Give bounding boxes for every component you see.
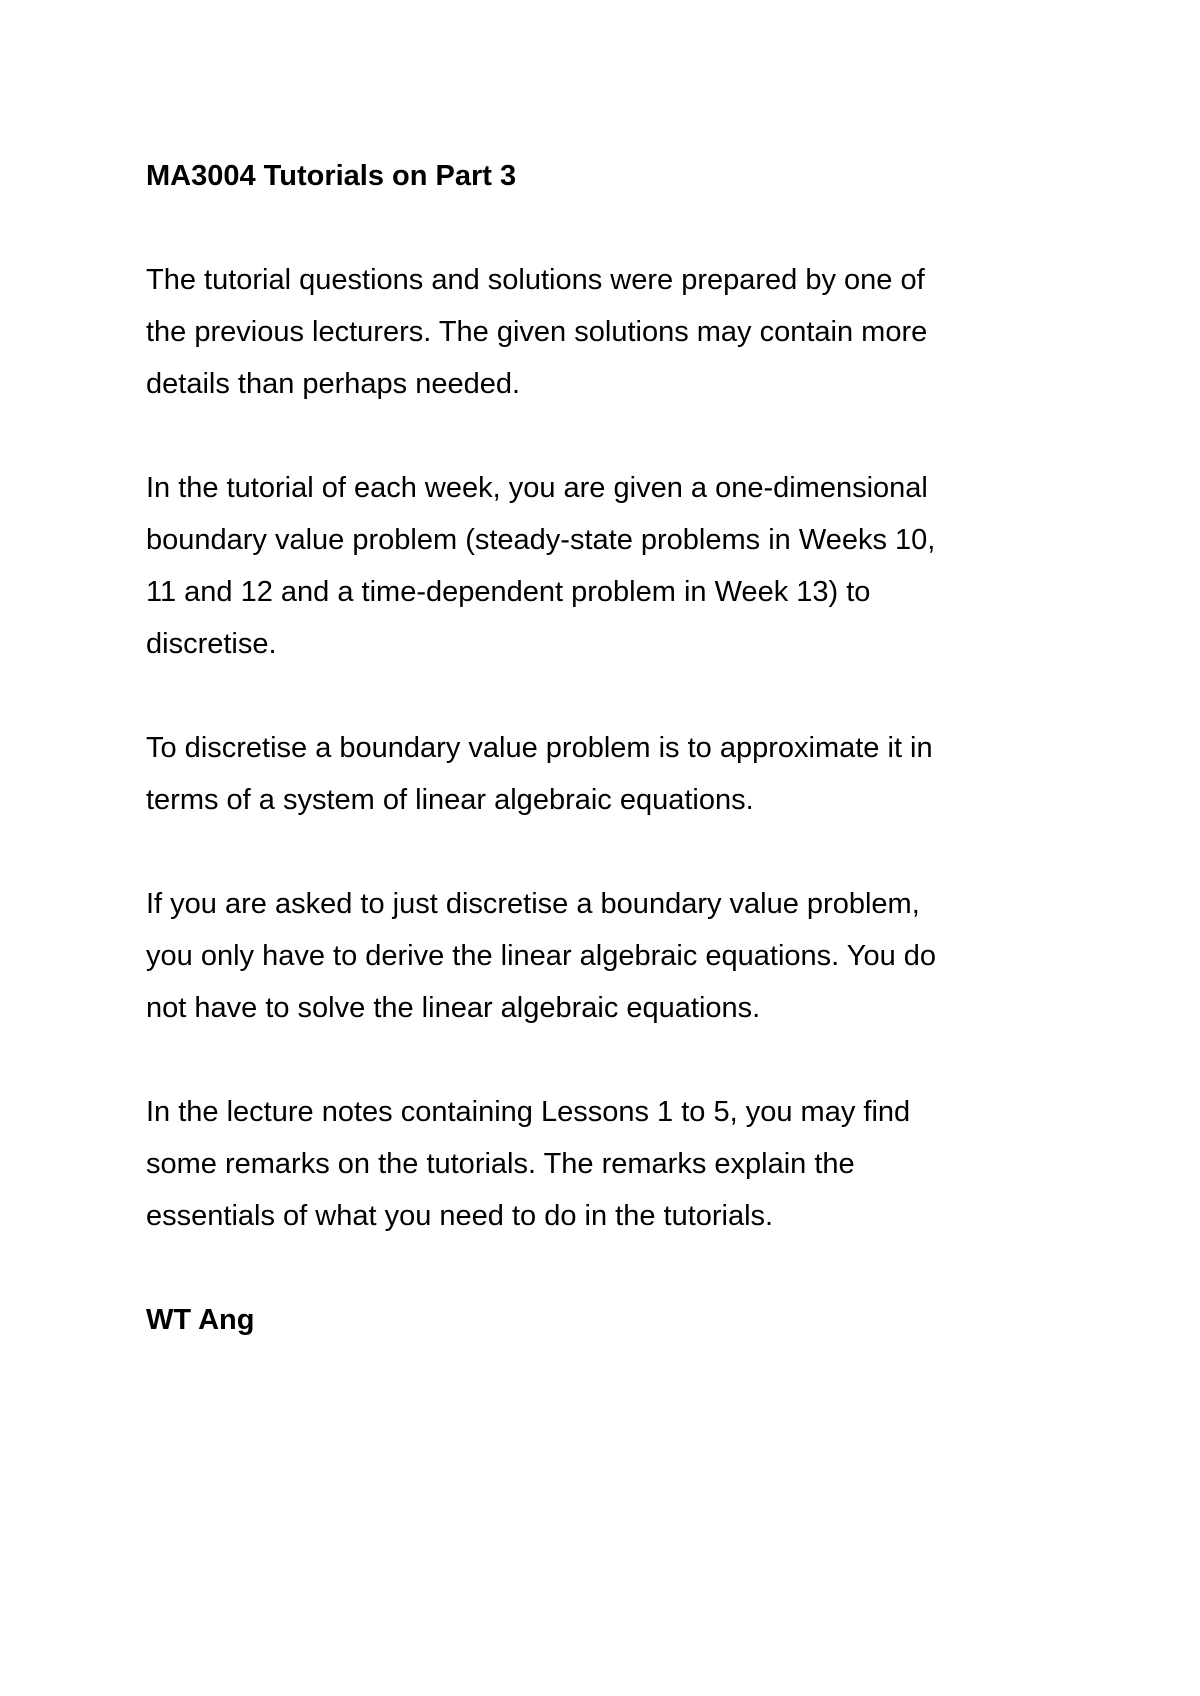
paragraph-authorship [146,254,1086,410]
text-line: terms of a system of linear algebraic equations. [146,784,754,816]
text-line: details than perhaps needed. [146,368,521,400]
text-line: some remarks on the tutorials. The remarks explain the [146,1148,855,1180]
paragraph-instructions [146,878,1086,1034]
author-signature: WT Ang [146,1304,255,1336]
paragraph-definition [146,722,1086,826]
text-line: the previous lecturers. The given solutions may contain more [146,316,928,348]
paragraph-lecture-notes [146,1086,1086,1242]
page-title: MA3004 Tutorials on Part 3 [146,160,517,192]
text-line: discretise. [146,628,277,660]
text-line: essentials of what you need to do in the tutorials. [146,1200,774,1232]
paragraph-weekly-problems [146,462,1086,670]
text-line: In the lecture notes containing Lessons 1 to 5, you may find [146,1096,911,1128]
text-line: In the tutorial of each week, you are given a one-dimensional [146,472,928,504]
document-content [146,150,1086,1346]
text-line: The tutorial questions and solutions were prepared by one of [146,264,925,296]
text-line: If you are asked to just discretise a boundary value problem, [146,888,920,920]
text-line: boundary value problem (steady-state problems in Weeks 10, [146,524,936,556]
text-line: not have to solve the linear algebraic equations. [146,992,761,1024]
text-line: To discretise a boundary value problem is to approximate it in [146,732,933,764]
text-line: 11 and 12 and a time-dependent problem in Week 13) to [146,576,871,608]
text-line: you only have to derive the linear algebraic equations. You do [146,940,937,972]
